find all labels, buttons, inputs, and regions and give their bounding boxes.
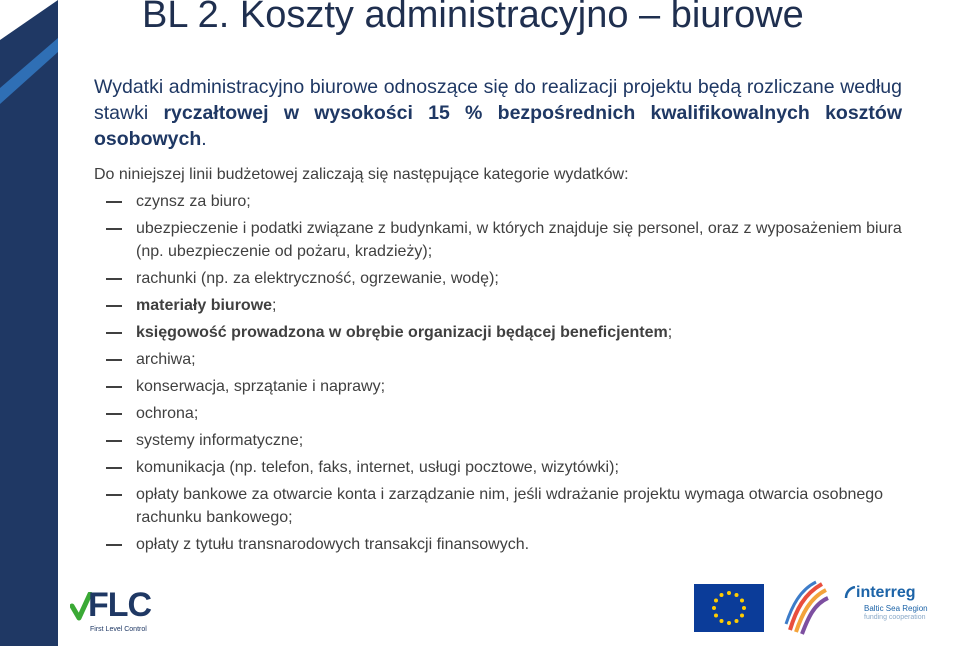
page-title: BL 2. Koszty administracyjno – biurowe — [142, 0, 804, 36]
interreg-logo-text: interreg — [856, 584, 916, 601]
list-item: archiwa; — [100, 348, 910, 371]
list-item — [100, 294, 910, 317]
list-item: ubezpieczenie i podatki związane z budynkami, w których znajduje się personel, oraz z wyposażeniem biura (np. ubezpieczenie od pożaru, kradzieży); — [100, 217, 910, 263]
intro-end: . — [201, 128, 207, 150]
list-item: rachunki (np. za elektryczność, ogrzewanie, wodę); — [100, 267, 910, 290]
list-item: konserwacja, sprzątanie i naprawy; — [100, 375, 910, 398]
list-item — [100, 321, 910, 344]
interreg-region: Baltic Sea Region — [864, 604, 928, 613]
list-item-bold: materiały biurowe — [136, 297, 273, 314]
category-lead: Do niniejszej linii budżetowej zaliczają się następujące kategorie wydatków: — [94, 166, 629, 183]
list-item: czynsz za biuro; — [100, 190, 910, 213]
intro-bold-text: ryczałtowej w wysokości 15 % bezpośrednich kwalifikowalnych kosztów osobowych — [94, 102, 902, 150]
interreg-logo — [844, 584, 944, 630]
list-item-rest: ; — [667, 324, 673, 341]
list-item-bold: księgowość prowadzona w obrębie organizacji będącej beneficjentem — [136, 324, 668, 341]
flc-logo — [70, 588, 162, 636]
interreg-tagline: funding cooperation — [864, 614, 926, 621]
interreg-logo-icon — [844, 586, 856, 600]
expense-category-list — [100, 190, 910, 560]
intro-text: Wydatki administracyjno biurowe odnoszące się do realizacji projektu będą rozliczane według stawki — [94, 76, 902, 124]
ribbon-logo-icon — [782, 580, 830, 636]
list-item: systemy informatyczne; — [100, 429, 910, 452]
list-item: opłaty bankowe za otwarcie konta i zarządzanie nim, jeśli wdrażanie projektu wymaga otwarcia osobnego rachunku bankowego; — [100, 483, 910, 529]
flc-logo-text: FLC — [88, 586, 152, 624]
list-item: opłaty z tytułu transnarodowych transakcji finansowych. — [100, 533, 910, 556]
list-item: ochrona; — [100, 402, 910, 425]
eu-flag-icon — [694, 584, 764, 632]
list-item: komunikacja (np. telefon, faks, internet, usługi pocztowe, wizytówki); — [100, 456, 910, 479]
list-item-rest: ; — [272, 297, 277, 314]
flc-tagline: First Level Control — [90, 626, 147, 633]
decorative-side-stripes — [0, 0, 90, 646]
intro-paragraph — [94, 74, 902, 152]
